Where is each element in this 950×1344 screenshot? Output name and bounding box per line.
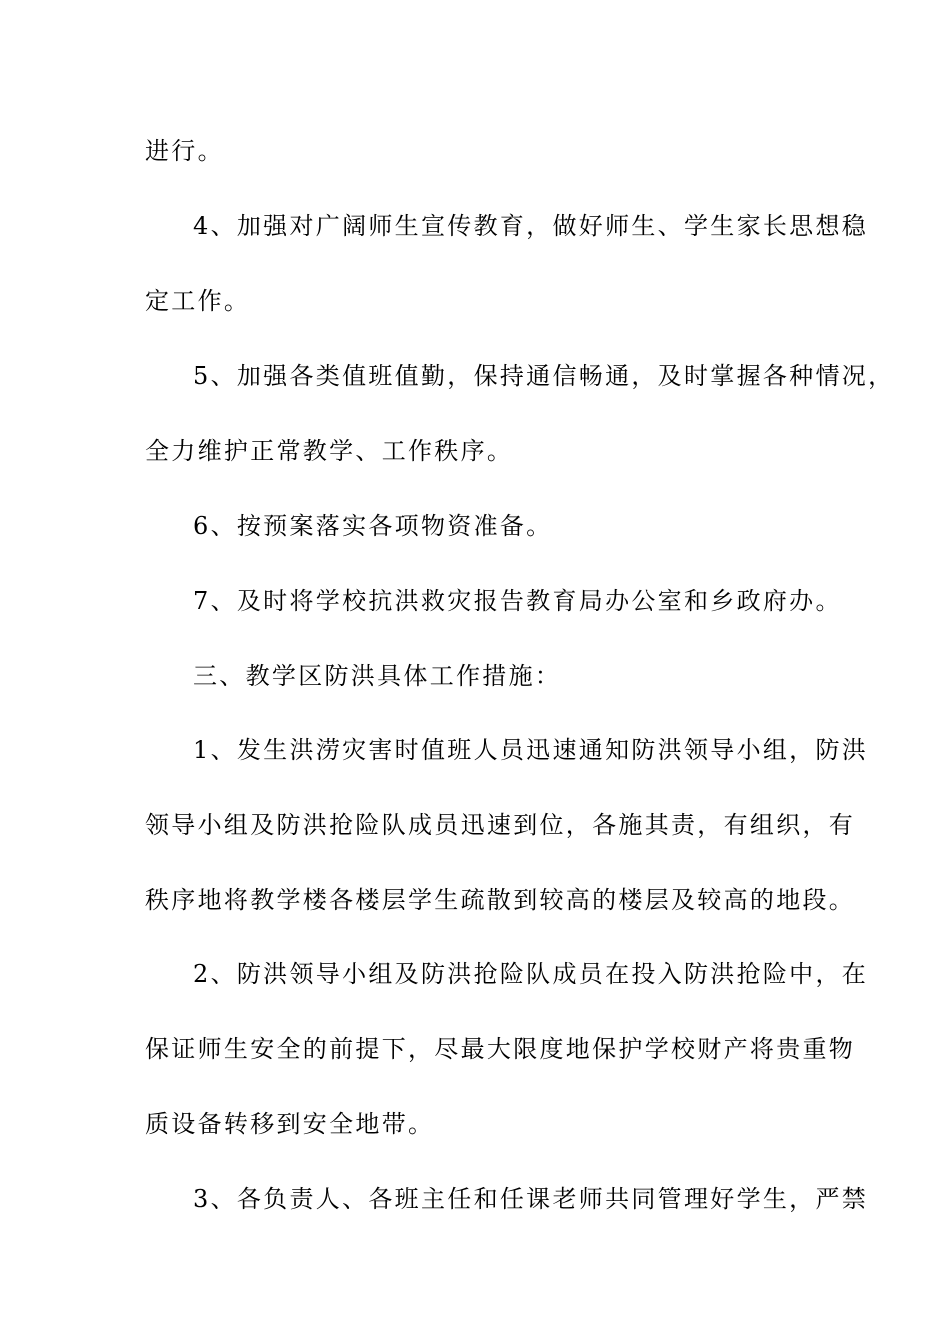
paragraph-line: 2、防洪领导小组及防洪抢险队成员在投入防洪抢险中，在 [193, 960, 869, 988]
paragraph-line: 进行。 [145, 137, 224, 165]
paragraph-line: 保证师生安全的前提下，尽最大限度地保护学校财产将贵重物 [145, 1035, 856, 1063]
paragraph-line: 质设备转移到安全地带。 [145, 1110, 435, 1138]
paragraph-line: 秩序地将教学楼各楼层学生疏散到较高的楼层及较高的地段。 [145, 886, 856, 914]
paragraph-line: 1、发生洪涝灾害时值班人员迅速通知防洪领导小组，防洪 [193, 736, 869, 764]
paragraph-line: 全力维护正常教学、工作秩序。 [145, 437, 514, 465]
section-heading: 三、教学区防洪具体工作措施： [193, 662, 562, 690]
paragraph-line: 4、加强对广阔师生宣传教育，做好师生、学生家长思想稳 [193, 212, 869, 240]
paragraph-line: 5、加强各类值班值勤，保持通信畅通，及时掌握各种情况， [193, 362, 895, 390]
paragraph-line: 7、及时将学校抗洪救灾报告教育局办公室和乡政府办。 [193, 587, 842, 615]
paragraph-line: 3、各负责人、各班主任和任课老师共同管理好学生，严禁 [193, 1185, 869, 1213]
paragraph-line: 6、按预案落实各项物资准备。 [193, 512, 553, 540]
paragraph-line: 领导小组及防洪抢险队成员迅速到位，各施其责，有组织，有 [145, 811, 856, 839]
paragraph-line: 定工作。 [145, 287, 251, 315]
